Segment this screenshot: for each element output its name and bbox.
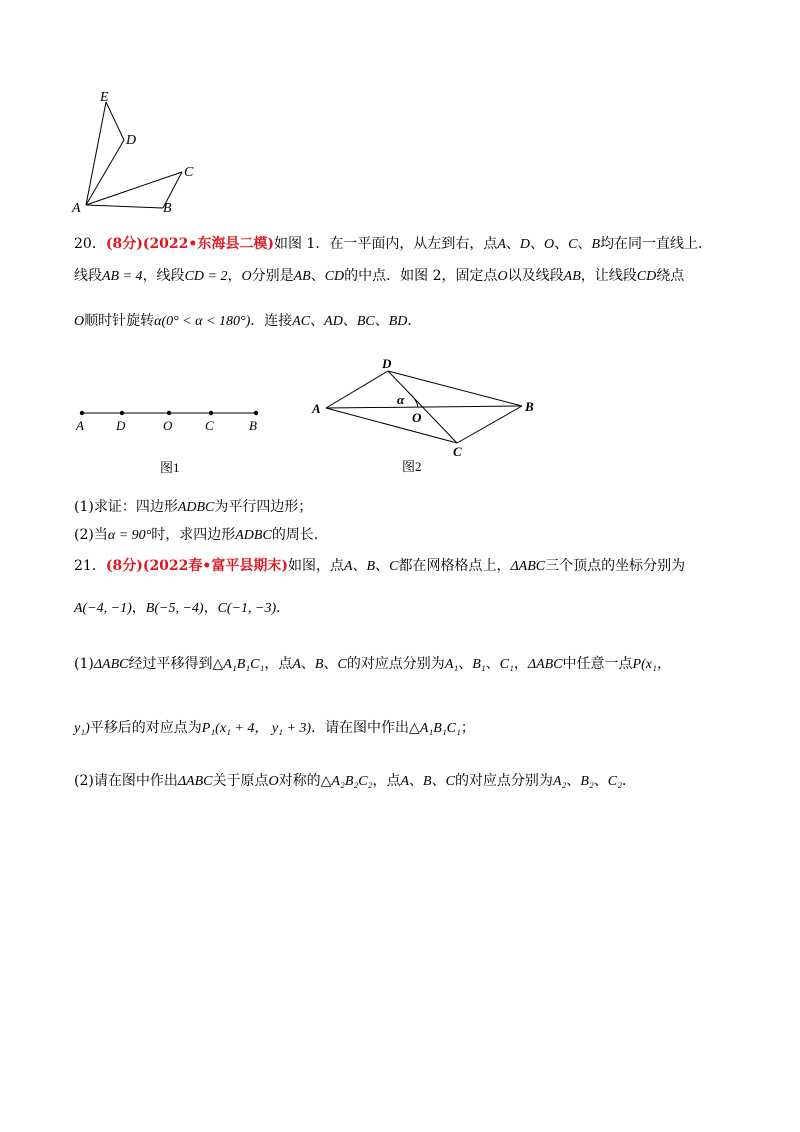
figure-2 <box>306 356 546 480</box>
q21-coords: A(−4, −1)，B(−5, −4)，C(−1, −3)． <box>74 600 291 616</box>
fig1-label-a: A <box>76 418 84 433</box>
label-a: A <box>72 201 81 216</box>
label-c: C <box>184 165 194 180</box>
q21-number: 21． <box>74 558 106 574</box>
q20-number: 20． <box>74 236 106 252</box>
q20-line2: 线段AB = 4，线段CD = 2，O分别是AB、CD的中点．如图 2，固定点O以及线段AB，让线段CD绕点 <box>74 268 685 284</box>
fig2-label-o: O <box>412 410 422 425</box>
fig2-label-a: A <box>312 401 321 416</box>
fig1-label-d: D <box>116 418 126 433</box>
label-d: D <box>126 133 137 148</box>
q20-source: (8分)(2022•东海县二模) <box>105 236 274 252</box>
figure-top <box>60 88 220 218</box>
q21-sub1-line2: y₁)平移后的对应点为P₁(x₁ + 4， y₁ + 3)．请在图中作出△A₁B₁C₁； <box>74 720 475 736</box>
point-o <box>167 411 171 415</box>
fig2-label-d: D <box>382 356 392 371</box>
figure-1 <box>68 400 278 480</box>
fig1-label-b: B <box>249 418 257 433</box>
q21-sub2: (2)请在图中作出ΔABC关于原点O对称的△A₂B₂C₂，点A、B、C的对应点分别为A₂、B₂、C₂． <box>74 773 636 789</box>
point-d <box>120 411 124 415</box>
q20-sub2: (2)当α = 90°时，求四边形ADBC的周长． <box>74 527 328 543</box>
label-e: E <box>100 90 109 105</box>
point-c <box>209 411 213 415</box>
q21-sub1-line1: (1)ΔABC经过平移得到△A₁B₁C₁，点A、B、C的对应点分别为A₁、B₁、C₁，ΔABC中任意一点P(x₁， <box>74 656 671 672</box>
point-a <box>80 411 84 415</box>
q21-line1: 21．(8分)(2022春•富平县期末)如图，点A、B、C都在网格格点上，ΔABC三个顶点的坐标分别为 <box>74 558 686 574</box>
fig1-label-c: C <box>205 418 214 433</box>
fig2-caption: 图2 <box>402 459 422 474</box>
fig1-label-o: O <box>163 418 173 433</box>
fig2-label-b: B <box>525 399 534 414</box>
fig2-label-c: C <box>453 444 462 459</box>
q20-line1: 20．(8分)(2022•东海县二模)如图 1．在一平面内，从左到右，点A、D、O、C、B均在同一直线上． <box>74 236 713 252</box>
q21-source: (8分)(2022春•富平县期末) <box>105 558 288 574</box>
fig2-label-alpha: α <box>397 392 405 407</box>
q20-line3: O顺时针旋转α(0° < α < 180°)．连接AC、AD、BC、BD． <box>74 313 422 329</box>
label-b: B <box>163 201 172 216</box>
point-b <box>254 411 258 415</box>
q20-sub1: (1)求证：四边形ADBC为平行四边形； <box>74 499 313 515</box>
fig1-caption: 图1 <box>160 460 180 475</box>
